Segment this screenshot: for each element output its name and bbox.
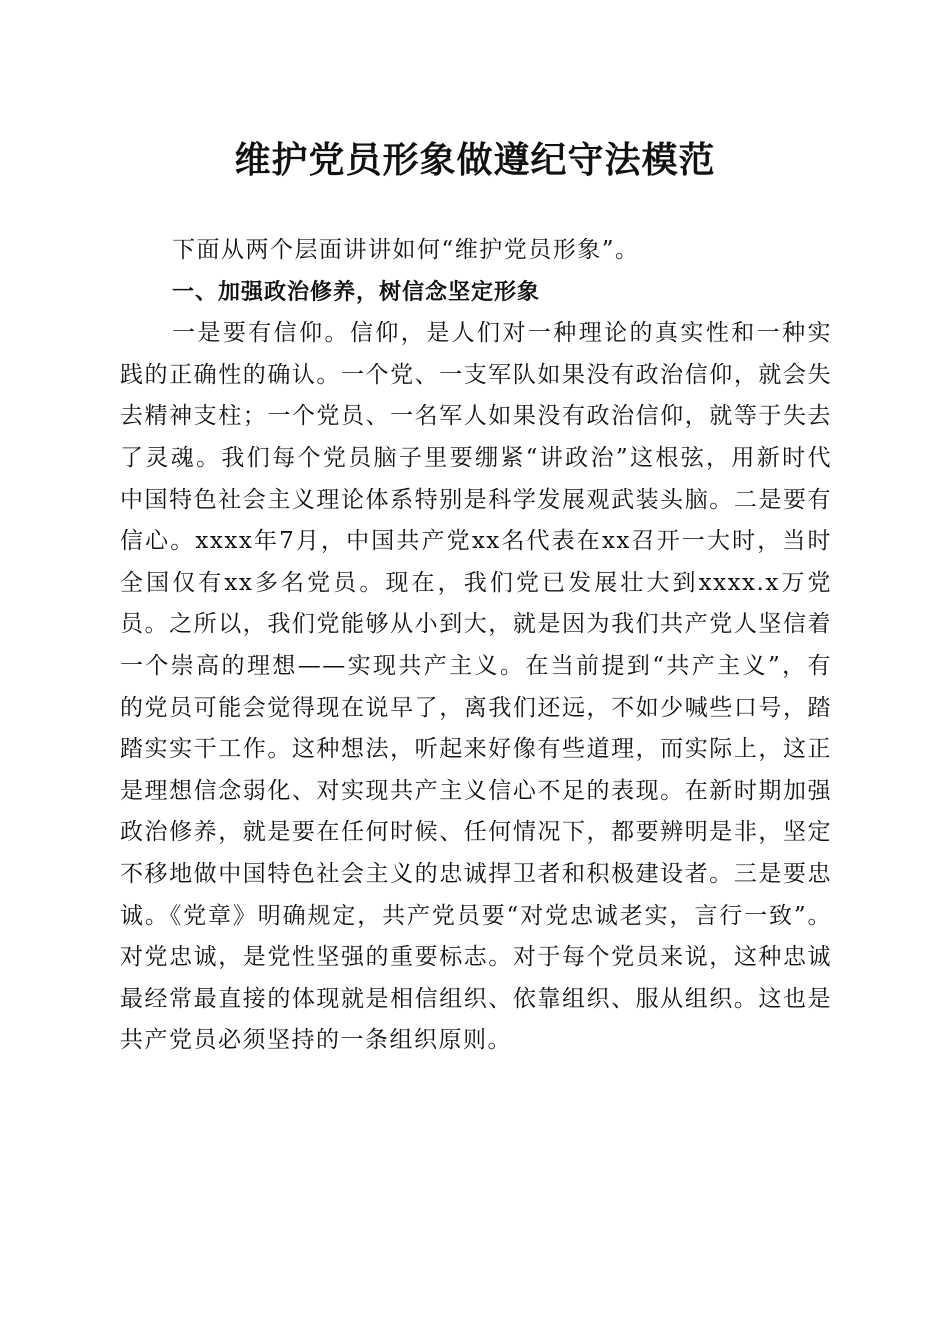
intro-paragraph: 下面从两个层面讲讲如何“维护党员形象”。 (172, 237, 640, 263)
document-body (120, 230, 832, 1062)
document-title: 维护党员形象做遵纪守法模范 (234, 139, 716, 181)
section-body-paragraph: 一是要有信仰。信仰，是人们对一种理论的真实性和一种实践的正确性的确认。一个党、一支军队如果没有政治信仰，就会失去精神支柱；一个党员、一名军人如果没有政治信仰，就等于失去了灵魂。我们每个党员脑子里要绷紧“讲政治”这根弦，用新时代中国特色社会主义理论体系特别是科学发展观武装头脑。二是要有信心。xxxx年7月，中国共产党xx名代表在xx召开一大时，当时全国仅有xx多名党员。现在，我们党已发展壮大到xxxx.x万党员。之所以，我们党能够从小到大，就是因为我们共产党人坚信着一个崇高的理想——实现共产主义。在当前提到“共产主义”，有的党员可能会觉得现在说早了，离我们还远，不如少喊些口号，踏踏实实干工作。这种想法，听起来好像有些道理，而实际上，这正是理想信念弱化、对实现共产主义信心不足的表现。在新时期加强政治修养，就是要在任何时候、任何情况下，都要辨明是非，坚定不移地做中国特色社会主义的忠诚捍卫者和积极建设者。三是要忠诚。《党章》明确规定，共产党员要“对党忠诚老实，言行一致”。对党忠诚，是党性坚强的重要标志。对于每个党员来说，这种忠诚最经常最直接的体现就是相信组织、依靠组织、服从组织。这也是共产党员必须坚持的一条组织原则。 (120, 320, 832, 1054)
section-heading: 一、加强政治修养，树信念坚定形象 (172, 279, 541, 305)
